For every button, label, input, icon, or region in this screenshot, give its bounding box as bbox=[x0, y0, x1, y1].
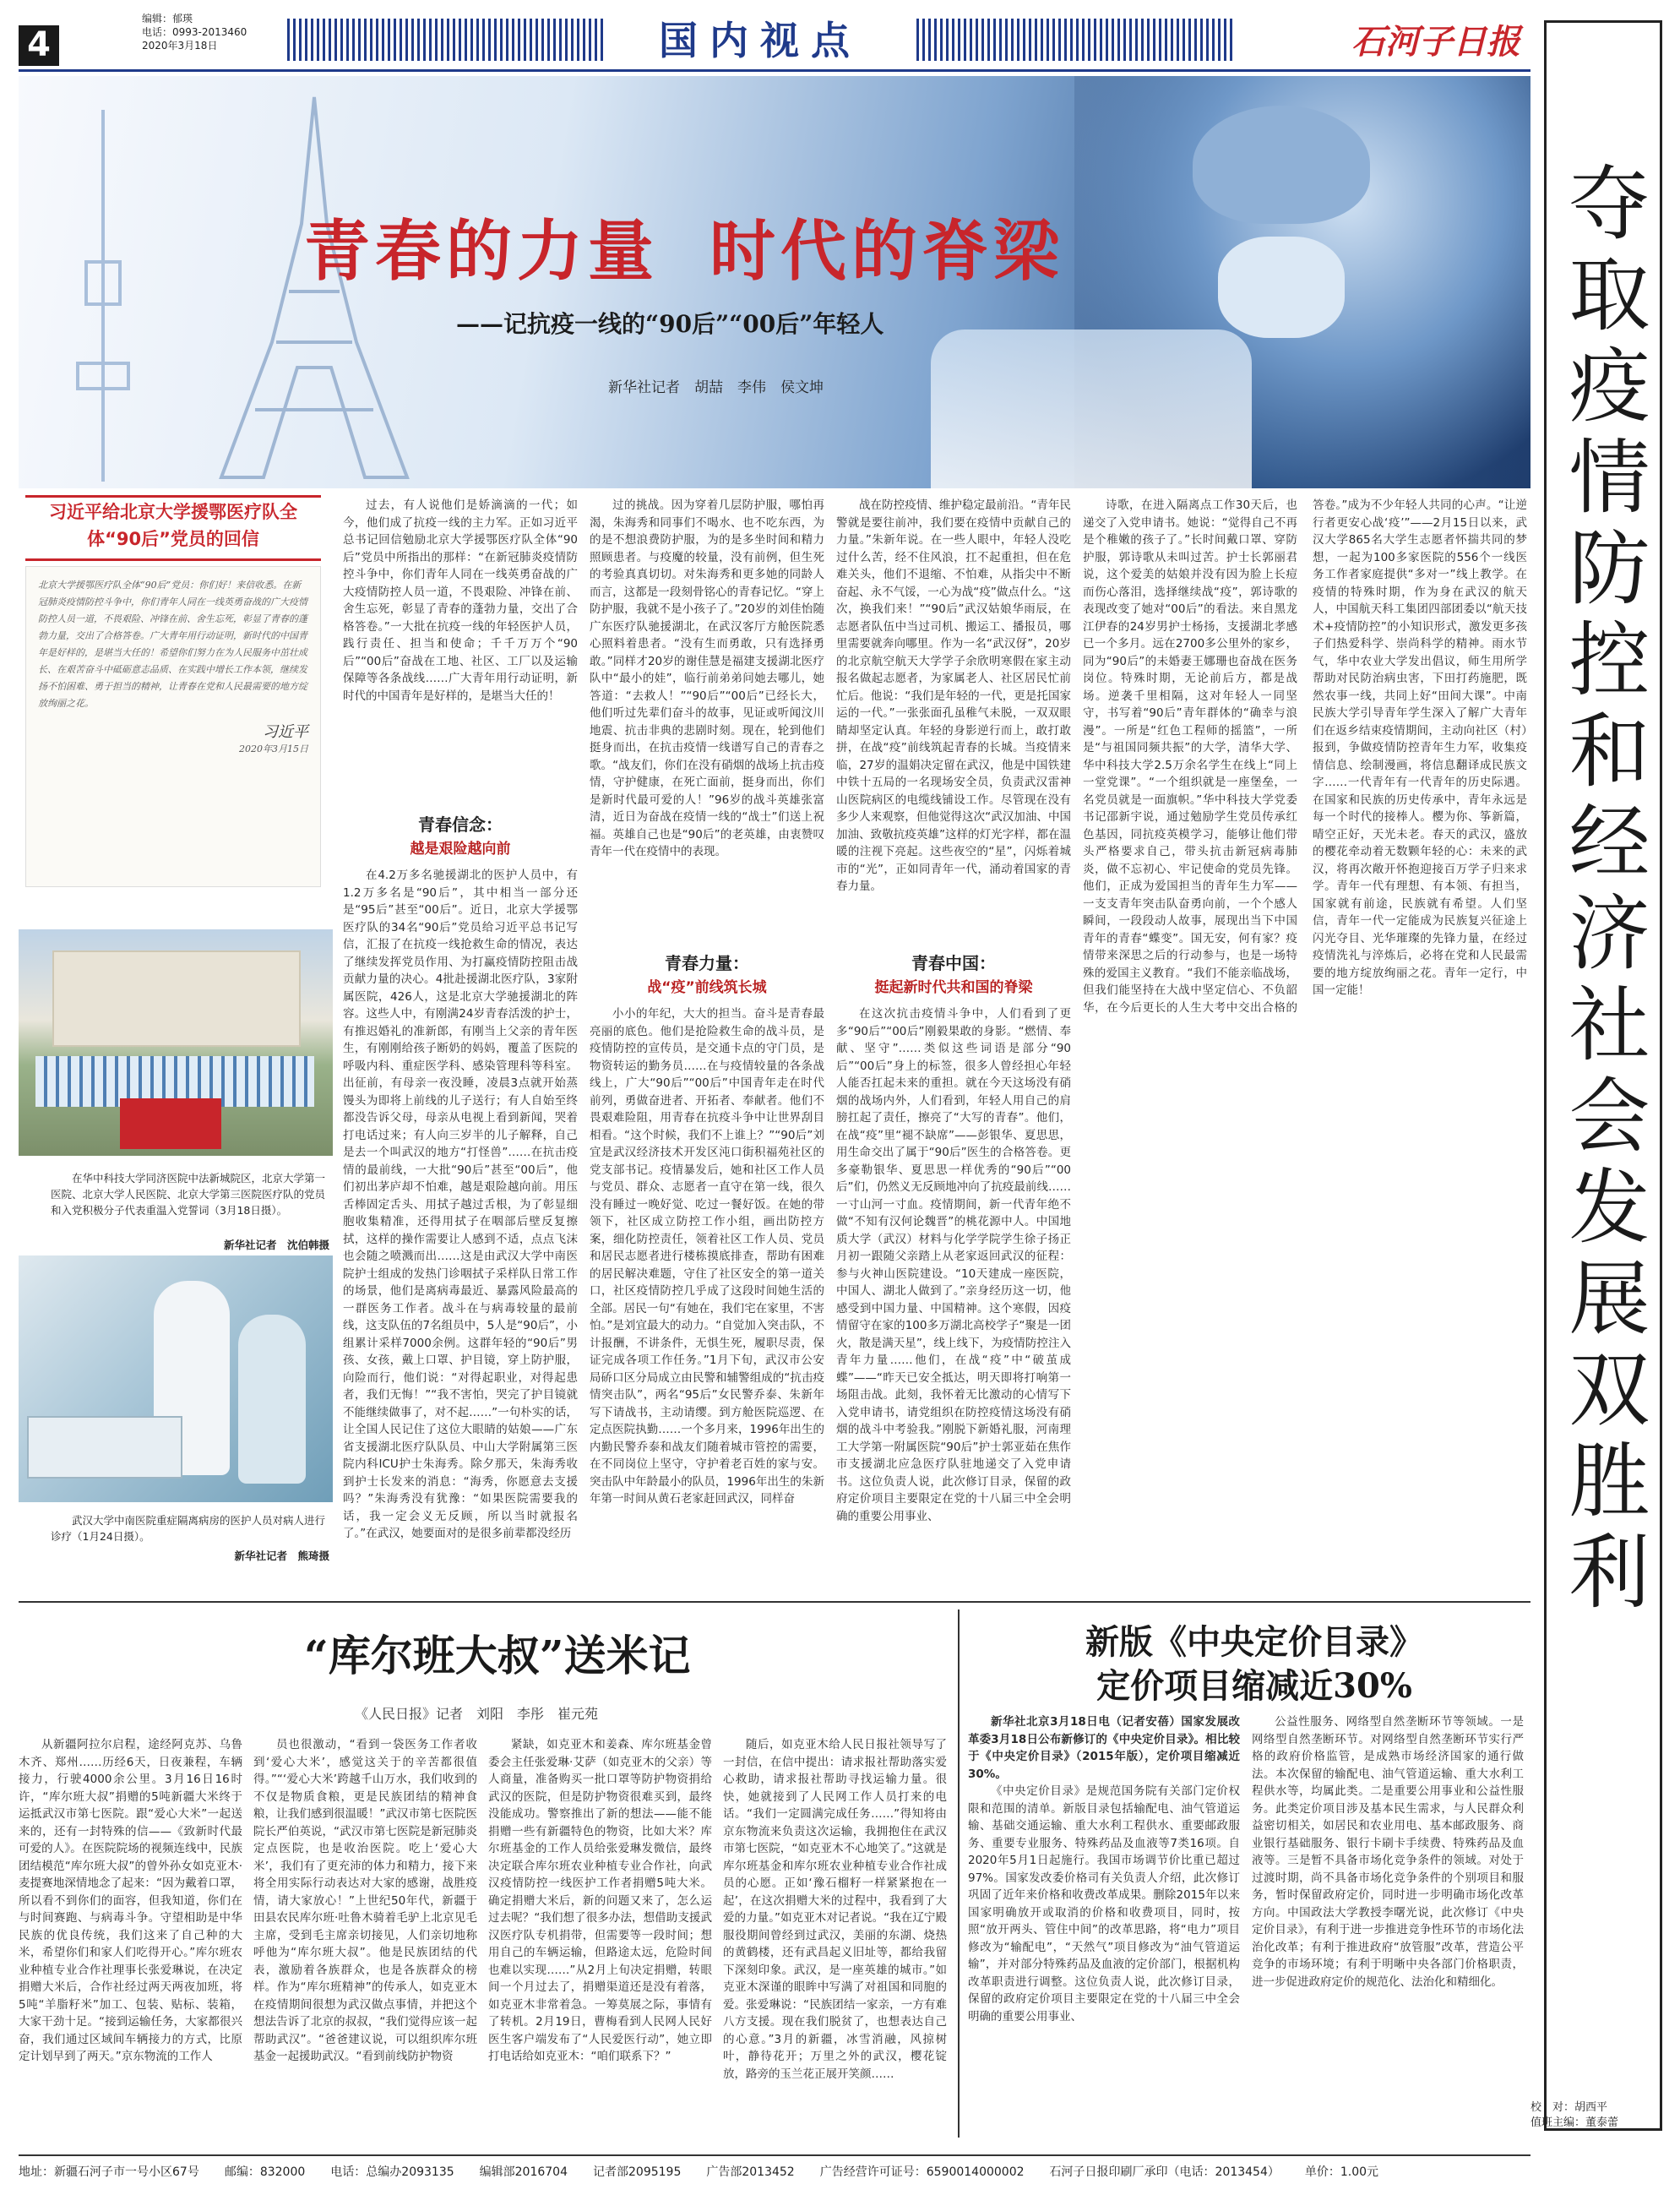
lead-col3-bottom bbox=[590, 1005, 824, 1590]
party-flag bbox=[120, 1098, 221, 1149]
section1-title: 青春信念： bbox=[418, 814, 503, 835]
price-col2-text: 公益性服务、网络型自然垄断环节等领域。一是网络型自然垄断环节。对网络型自然垄断环节实行严格的政府价格监管，是成熟市场经济国家的通行做法。本次保留的输配电、油气管道运输、重大水利工程供水等，均属此类。二是重要公用事业和公益性服务。此类定价项目涉及基本民生需求，与人民群众利益密切相关，如居民和农业用电、基本邮政服务、商业银行基础服务、银行卡刷卡手续费、特殊药品及血液等。三是暂不具备市场化竞争条件的领域。对处于过渡时期，尚不具备市场化竞争条件的个别项目和服务，暂时保留政府定价，同时进一步明确市场化改革方向。中国政法大学教授李曙光说，此次修订《中央定价目录》，有利于进一步推进竞争性环节的市场化法治化改革；有利于推进政府“放管服”改革，营造公平竞争的市场环境；有利于明晰中央各部门价格职责，进一步促进政府定价的规范化、法治化和精细化。 bbox=[1252, 1715, 1524, 1989]
section1-subtitle: 越是艰险越向前 bbox=[410, 841, 511, 858]
footer-phone-reporter: 记者部2095195 bbox=[593, 2165, 682, 2179]
editor-info bbox=[142, 12, 247, 52]
lead-col4-top bbox=[836, 497, 1071, 948]
price-col1-text: 《中央定价目录》是规范国务院有关部门定价权限和范围的清单。新版目录包括输配电、油气管道运输、基础交通运输、重大水利工程供水、重要邮政服务、重要专业服务、特殊药品及血液等7类16项。自2020年5月1日起施行。我国市场调节价比重已超过97%。国家发改委价格司有关负责人介绍，此次修订巩固了近年来价格和收费改革成果。删除2015年以来国家明确放开或取消的价格和收费项目，同时，按照“放开两头、管住中间”的改革思路，将“电力”项目修改为“输配电”，“天然气”项目修改为“油气管道运输”，并对部分特殊药品及血液的定价部门，根据机构改革职责进行调整。这位负责人说，此次修订目录，保留的政府定价项目主要限定在党的十八届三中全会明确的重要公用事业、 bbox=[968, 1784, 1240, 2023]
lead-col3-text: 过的挑战。因为穿着几层防护服，哪怕再渴，朱海秀和同事们不喝水、也不吃东西，为的是不想浪费防护服，为的是多坐时间和精力照顾患者。与疫魔的较量，没有前例，但生死的考验真真切切。对朱海秀和更多她的同龄人而言，这都是一段刻骨铭心的青春记忆。“穿上防护服，我就不是小孩子了。”20岁的刘佳怡随广东医疗队驰援湖北，在武汉客厅方舱医院悉心照料着患者。“没有生而勇敢，只有选择勇敢。”同样才20岁的谢佳慧是福建支援湖北医疗队中“最小的娃”，临行前弟弟问她去哪儿，她答道：“去救人！”“90后”“00后”已经长大，他们听过先辈们奋斗的故事，见证或听闻汶川地震、抗击非典的悲剧时刻。现在，轮到他们挺身而出，在抗击疫情一线谱写自己的青春之歌。“战友们，你们在没有硝烟的战场上抗击疫情，守护健康，在死亡面前，挺身而出，你们是新时代最可爱的人！”96岁的战斗英雄张富清，近日为奋战在疫情一线的“战士”们送上祝福。英雄自己也是“90后”的老英雄，由衷赞叹青年一代在疫情中的表现。 bbox=[590, 498, 824, 858]
tv-tower-icon bbox=[35, 110, 171, 482]
letter-date: 2020年3月15日 bbox=[239, 743, 308, 754]
editor-name: 编辑：郁瑛 bbox=[142, 13, 193, 25]
lead-title-part1: 青春的力量 bbox=[304, 213, 660, 290]
lead-col4b-text: 在这次抗击疫情斗争中，人们看到了更多“90后”“00后”刚毅果敢的身影。“燃情、奉献、坚守”……类似这些词语是部分“90后”“00后”身上的标签，很多人曾经担心年轻人能否扛起未来的重担。就在今天这场没有硝烟的战场内外，人们看到，年轻人用自己的肩膀扛起了责任，擦亮了“大写的青春”。他们，在战“疫”里“褪不缺席”——彭银华、夏思思，用生命交出了属于“90后”医生的合格答卷。更多豪勒银华、夏思思一样优秀的“90后”“00后”们，仍然义无反顾地冲向了抗疫最前线……一寸山河一寸血。疫情期间，新一代青年绝不做“不知有汉何论魏晋”的桃花源中人。中国地质大学（武汉）材料与化学学院学生徐子扬正月初一跟随父亲踏上从老家返回武汉的征程：参与火神山医院建设。“10天建成一座医院，中国人、湖北人做到了。”亲身经历这一切，他感受到中国力量、中国精神。这个寒假，因疫情留守在家的100多万湖北高校学子“聚是一团火，散是满天星”，线上线下，为疫情防控注入青年力量……他们，在战“疫”中“破茧成蝶”——“昨天已安全抵达，明天即将打响第一场阻击战。此刻，我怀着无比激动的心情写下入党申请书，请党组织在防控疫情这场没有硝烟的战斗中考验我。”刚脱下新婚礼服，河南理工大学第一附属医院“90后”护士郭亚茹在焦作市支援湖北应急医疗队驻地递交了入党申请书。这位负责人说，此次修订目录，保留的政府定价项目主要限定在党的十八届三中全会明确的重要公用事业、 bbox=[836, 1007, 1071, 1523]
photo2-caption bbox=[51, 1512, 325, 1544]
letter-title: 习近平给北京大学援鄂医疗队全体“90后”党员的回信 bbox=[49, 502, 297, 549]
lead-col3b-text: 小小的年纪，大大的担当。奋斗是青春最亮丽的底色。他们是抢险救生命的战斗员，是疫情防控的宣传员，是交通卡点的守门员，是物资转运的勤务员……在与疫情较量的各条战线上，广大“90后”“00后”中国青年走在时代前列，勇做奋进者、开拓者、奉献者。他们不畏艰难险阻，用青春在抗疫斗争中让世界刮目相看。“这个时候，我们不上谁上？”“90后”刘宜是武汉经济技术开发区沌口街积福苑社区的党支部书记。疫情暴发后，她和社区工作人员与党员、群众、志愿者一直守在第一线，很久没有睡过一晚好觉、吃过一餐好饭。在她的带领下，社区成立防控工作小组，画出防控方案，细化防控责任，领着社区工作人员、党员和居民志愿者进行楼栋摸底排查，帮助有困难的居民解决难题，守住了社区安全的第一道关口，社区疫情防控几乎成了这段时间她生活的全部。居民一句“有她在，我们宅在家里，不害怕。”是刘宜最大的动力。“自觉加入突击队，不计报酬，不讲条件，无惧生死，履职尽责，保证完成各项工作任务。”1月下旬，武汉市公安局硚口区分局成立由民警和辅警组成的“抗击疫情突击队”，两名“95后”女民警乔泰、朱新年写下请战书，主动请缨。到方舱医院巡逻、在定点医院执勤……一个多月来，1996年出生的内勤民警乔泰和战友们随着城市管控的需要，在不同岗位上坚守，守护着老百姓的家与安。突击队中年龄最小的队员，1996年出生的朱新年第一时间从黄石老家赶回武汉，同样奋 bbox=[590, 1007, 824, 1506]
paper-logo: 石河子日报 bbox=[1351, 22, 1520, 62]
hospital-building bbox=[52, 950, 301, 1047]
photo1-caption bbox=[51, 1170, 325, 1218]
photo-oath-ceremony bbox=[19, 929, 333, 1156]
price-title-line2: 定价项目缩减近30% bbox=[1096, 1666, 1412, 1706]
side-banner-text: 夺取疫情防控和经济社会发展双胜利 bbox=[1556, 161, 1650, 1620]
price-col2 bbox=[1252, 1713, 1524, 2102]
duty-editor: 值班主编：董泰蕾 bbox=[1530, 2116, 1619, 2129]
photo1-caption-text: 在华中科技大学同济医院中法新城院区，北京大学第一医院、北京大学人民医院、北京大学第三医院医疗队的党员和入党积极分子代表重温入党誓词（3月18日摄）。 bbox=[51, 1172, 326, 1217]
editor-phone: 电话：0993-2013460 bbox=[142, 26, 247, 38]
doctor-figure-2 bbox=[238, 1315, 306, 1484]
footer-rule bbox=[19, 2154, 1530, 2156]
mid-page-rule bbox=[19, 1601, 1530, 1603]
photo2-credit: 新华社记者 熊琦摄 bbox=[234, 1550, 329, 1562]
lead-col2b-text: 在4.2万多名驰援湖北的医护人员中，有1.2万多名是“90后”，其中相当一部分还是“95后”甚至“00后”。近日，北京大学援鄂医疗队的34名“90后”党员给习近平总书记写信，汇报了在抗疫一线抢救生命的情况，表达了继续发挥党员作用、为打赢疫情防控阻击战贡献力量的决心。4批赴援湖北医疗队，3家附属医院，426人，这是北京大学驰援湖北的阵容。这些人中，有刚满24岁青春活泼的护士，有推迟婚礼的准新郎，有刚当上父亲的青年医生，有刚刚给孩子断奶的妈妈，覆盖了医院的呼吸内科、重症医学科、感染管理科等科室。出征前，有母亲一夜没睡，凌晨3点就开始蒸馒头为即将上前线的儿子送行；有人自始至终都没告诉父母，母亲从电视上看到新闻，哭着打电话过来；有人向三岁半的儿子解释，自己是去一个叫武汉的地方“打怪兽”……在抗击疫情的最前线，一大批“90后”甚至“00后”，他们初出茅庐却不怕难，越是艰险越向前。用压舌棒固定舌头、用拭子越过舌根，为了彰显细胞收集精准，还得用拭子在咽部后壁反复擦拭，这样的操作需要让人感到不适，点点飞沫也会随之喷溅而出……这是由武汉大学中南医院护士组成的发热门诊咽拭子采样队日常工作的场景，他们是离病毒最近、暴露风险最高的一群医务工作者。战斗在与病毒较量的最前线，这支队伍的7名组员中，5人是“90后”，小组累计采样7000余例。这群年轻的“90后”男孩、女孩，戴上口罩、护目镜，穿上防护服，向险而行，他们说：“对得起职业，对得起患者，我们无悔！”“我不害怕，哭完了护目镜就不能继续做事了，对不起……”一句朴实的话，让全国人民记住了这位大眼睛的姑娘——广东省支援湖北医疗队队员、中山大学附属第三医院内科ICU护士朱海秀。除夕那天，朱海秀收到护士长发来的消息：“海秀，你愿意去支援吗？”朱海秀没有犹豫：“如果医院需要我的话，我一定会义无反顾，所以当时就报名了。”在武汉，她要面对的是很多前辈都没经历 bbox=[343, 869, 578, 1540]
lead-title bbox=[304, 199, 1064, 293]
nurse-cap bbox=[1193, 106, 1370, 224]
lead-col4-bottom bbox=[836, 1005, 1071, 1590]
price-lead: 新华社北京3月18日电（记者安蓓）国家发展改革委3月18日公布新修订的《中央定价目录》。相比较于《中央定价目录》（2015年版），定价项目缩减近30%。 bbox=[968, 1715, 1240, 1781]
footer-phone-edit: 编辑部2016704 bbox=[479, 2165, 568, 2179]
photo1-credit: 新华社记者 沈伯韩摄 bbox=[223, 1239, 329, 1251]
rice-title: “库尔班大叔”送米记 bbox=[304, 1631, 691, 1680]
footer-postcode: 邮编：832000 bbox=[224, 2165, 306, 2179]
footer-printer: 石河子日报印刷厂承印（电话：2013454） bbox=[1049, 2165, 1280, 2179]
section3-title: 青春中国： bbox=[911, 953, 996, 973]
rice-price-divider bbox=[958, 1609, 960, 2138]
header-stripe-right bbox=[916, 19, 1233, 61]
price-title-line1: 新版《中央定价目录》 bbox=[1085, 1622, 1423, 1662]
page-number: 4 bbox=[27, 25, 51, 64]
price-col1 bbox=[968, 1713, 1240, 2144]
lead-subtitle: ——记抗疫一线的“90后”“00后”年轻人 bbox=[456, 310, 884, 338]
letter-handwritten bbox=[25, 566, 321, 887]
lead-col2-bottom bbox=[343, 867, 578, 1590]
rice-col1 bbox=[19, 1736, 242, 2142]
lab-equipment bbox=[931, 330, 1252, 488]
rice-byline: 《人民日报》记者 刘阳 李彤 崔元苑 bbox=[355, 1706, 599, 1722]
lead-col4-text: 战在防控疫情、维护稳定最前沿。“青年民警就是要往前冲，我们要在疫情中贡献自己的力量。”朱新年说。在一些人眼中，年轻人没吃过什么苦，经不住风浪，扛不起重担，但在危难关头，他们不退缩、不怕难，从指尖中不断奋起、永不气馁，一心为战“疫”做点什么。“这次，换我们来！”“90后”武汉姑娘华雨辰，在志愿者队伍中当过司机、搬运工、播报员，哪里需要就奔向哪里。作为一名“武汉伢”，20岁的北京航空航天大学学子余欣明寒假在家主动报名做起志愿者，为家属老人、社区居民忙前忙后。他说：“我们是年轻的一代，更是托国家运的一代。”一张张面孔虽稚气未脱，一双双眼睛却坚定认真。年轻的身影逆行而上，敢打敢拼，在战“疫”前线筑起青春的长城。当疫情来临，27岁的温娟决定留在武汉，他是中国铁建中铁十五局的一名现场安全员，负责武汉雷神山医院病区的电缆线铺设工作。尽管现在没有多少人来观察，但他觉得这次“武汉加油、中国加油、致敬抗疫英雄”这样的灯光字样，都在温暖的注视下亮起。这些夜空的“星”，闪烁着城市的“光”，正如同青年一代，涌动着国家的青春力量。 bbox=[836, 498, 1071, 893]
footer bbox=[19, 2163, 1530, 2180]
issue-date: 2020年3月18日 bbox=[142, 40, 218, 52]
footer-phone-ad: 广告部2013452 bbox=[706, 2165, 795, 2179]
header-stripe-left bbox=[287, 19, 604, 61]
nurse-mask bbox=[1218, 237, 1345, 338]
lead-title-part2: 时代的脊梁 bbox=[710, 213, 1065, 290]
lead-col5-text: 诗歌，在进入隔离点工作30天后，也递交了入党申请书。她说：“觉得自己不再是个稚嫩的孩子了。”长时间戴口罩、穿防护服，郭诗歌从未叫过苦。护士长郭丽君说，这个爱美的姑娘并没有因为脸上长痘而伤心落泪，选择继续战“疫”，郭诗歌的表现改变了她对“00后”的看法。来自黑龙江伊春的24岁男护士杨扬，支援湖北孝感已一个多月。远在2700多公里外的家乡，同为“90后”的未婚妻王娜珊也奋战在医务岗位。特殊时期，无论前后方，都是战场。逆袭千里相隔，这对年轻人一同坚守，书写着“90后”青年群体的“确幸与浪漫”。一所是“红色工程师的摇篮”，一所是“与祖国同频共振”的大学，清华大学、华中科技大学2.5万余名学生在线上“同上一堂党课”。“一个组织就是一座堡垒，一名党员就是一面旗帜。”华中科技大学党委书记邵新宇说，通过勉励学生党员传承红色基因，同抗疫英模学习，能够让他们带头严格要求自己，带头抗击新冠病毒肺炎，做不忘初心、牢记使命的党员先锋。他们，正成为爱国担当的青年生力军——一支支青年突击队奋勇向前，一个个感人瞬间，一段段动人故事，展现出当下中国青年的青春“蝶变”。国无安，何有家？疫情带来深思之后的行动参与，也是一场特殊的爱国主义教育。“我们不能亲临战场，但我们能坚持在大战中坚定信心、不负韶华，在今后更长的人生大考中交出合格的答卷。”成为不少年轻人共同的心声。“让逆行者更安心战‘疫’”——2月15日以来，武汉大学865名大学生志愿者怀揣共同的梦想，一起为100多家医院的556个一线医务工作者家庭提供“多对一”线上教学。在疫情的特殊时期，作为身在武汉的航天人，中国航天科工集团四部团委以“航天技术+疫情防控”的小知识形式，激发更多孩子们热爱科学、崇尚科学的精神。雨水节气，华中农业大学发出倡议，师生用所学帮助对民防治病虫害，下田打药施肥，既然农事一线，共同上好“田间大课”。中南民族大学引导青年学生深入了解广大青年们在返乡结束疫情期间，主动向社区（村）报到，争做疫情防控青年生力军，收集疫情信息、绘制漫画，将信息翻译成民族文字……一代青年有一代青年的历史际遇。在国家和民族的历史传承中，青年永远是每一个时代的接棒人。樱为你、筝新篇，晴空正好，天光未老。春天的武汉，盛放的樱花牵动着无数颗年轻的心：未来的武汉，将再次敞开怀抱迎接百万学子归来求学。青年一代有理想、有本领、有担当，国家就有前途，民族就有希望。人们坚信，青年一代一定能成为民族复兴征途上闪光夺目、光华璀璨的先锋力量，在经过疫情洗礼与淬炼后，必将在党和人民最需要的地方绽放绚丽之花。青年一定行，中国一定能！ bbox=[1083, 498, 1527, 1015]
proofreader: 校 对：胡西平 bbox=[1530, 2101, 1608, 2114]
letter-signature: 习近平 bbox=[263, 723, 308, 741]
section2-subtitle: 战“疫”前线筑长城 bbox=[647, 979, 767, 996]
rice-col2 bbox=[253, 1736, 477, 2142]
section2-title: 青春力量： bbox=[665, 953, 749, 973]
rice-col4 bbox=[723, 1736, 947, 2142]
photo-icu-ward bbox=[19, 1255, 333, 1502]
masthead-rule bbox=[19, 69, 1530, 72]
photo2-caption-text: 武汉大学中南医院重症隔离病房的医护人员对病人进行诊疗（1月24日摄）。 bbox=[51, 1514, 326, 1543]
lead-col3-top bbox=[590, 497, 824, 1088]
lead-col2-top bbox=[343, 497, 578, 803]
footer-price: 单价：1.00元 bbox=[1304, 2165, 1379, 2179]
footer-ad-license: 广告经营许可证号：6590014000002 bbox=[819, 2165, 1025, 2179]
lead-col5 bbox=[1083, 497, 1527, 1590]
lead-byline: 新华社记者 胡喆 李伟 侯文坤 bbox=[608, 379, 824, 396]
rice-col4-text: 随后，如克亚木给人民日报社领导写了一封信，在信中提出：请求报社帮助落实爱心救助，请求报社帮助寻找运输力量。很快，她就接到了人民网工作人员打来的电话。“我们一定圆满完成任务……”得知将由京东物流来负责这次运输，我拥抱住在武汉市第七医院，“如克亚木不心地笑了。”这就是库尔班基金和库尔班农业种植专业合作社成员的心愿。正如‘豫石榴籽一样紧紧抱在一起’，在这次捐赠大米的过程中，我看到了大爱的力量。”如克亚木对记者说。“我在辽宁殿服役期间曾经到过武汉，美丽的东湖、烧热的黄鹤楼，还有武昌起义旧址等，都给我留下深刻印象。武汉，是一座英雄的城市。”如克亚木深谨的眼眸中写满了对祖国和同胞的爱。张爱琳说：“民族团结一家亲，一方有难八方支援。现在我们脱贫了，也想表达自己的心意。”3月的新疆，冰雪消融，风掠树叶，静待花开；万里之外的武汉，樱花锭放，路旁的玉兰花正展开笑颜…… bbox=[723, 1738, 947, 2081]
proofing-info bbox=[1530, 2100, 1674, 2131]
letter-body: 北京大学援鄂医疗队全体“90后”党员：你们好！来信收悉。在新冠肺炎疫情防控斗争中，你们青年人同在一线英勇奋战的广大疫情防控人员一道，不畏艰险、冲锋在前、舍生忘死，彰显了青春的蓬勃力量，交出了合格答卷。广大青年用行动证明，新时代的中国青年是好样的，是堪当大任的！希望你们努力在为人民服务中茁壮成长、在艰苦奋斗中砥砺意志品质、在实践中增长工作本领，继续发扬不怕困难、勇于担当的精神，让青春在党和人民最需要的地方绽放绚丽之花。 bbox=[38, 580, 307, 709]
footer-address: 地址：新疆石河子市一号小区67号 bbox=[19, 2165, 199, 2179]
rice-col1-text: 从新疆阿拉尔启程，途经阿克苏、乌鲁木齐、郑州……历经6天，日夜兼程，车辆接力，行驶4000余公里。3月16日16时许，“库尔班大叔”捐赠的5吨新疆大米终于运抵武汉市第七医院。跟“爱心大米”一起送来的，还有一封特殊的信——《致新时代最可爱的人》。在医院院场的视频连线中，民族团结模范“库尔班大叔”的曾外孙女如克亚木·麦提赛地深情地念了起来：“因为戴着口罩，所以看不到你们的面容，但我知道，你们在与时间赛跑、与病毒斗争。守望相助是中华民族的优良传统，我们这来了自己种的大米，希望你们和家人们吃得开心。”库尔班农业种植专业合作社理事长张爱琳说，在决定捐赠大米后，合作社经过两天两夜加班，将5吨“羊脂籽米”加工、包装、贴标、装箱，大家干劲十足。“接到运输任务，大家都很兴奋，我们通过区域间车辆接力的方式，比原定计划早到了两天。”京东物流的工作人 bbox=[19, 1738, 242, 2063]
section3-subtitle: 挺起新时代共和国的脊梁 bbox=[874, 979, 1033, 996]
section-title: 国内视点 bbox=[659, 18, 862, 63]
footer-phone-chief: 电话：总编办2093135 bbox=[330, 2165, 454, 2179]
lead-col2-text: 过去，有人说他们是娇滴滴的一代；如今，他们成了抗疫一线的主力军。正如习近平总书记回信勉励北京大学援鄂医疗队全体“90后”党员中所指出的那样：“在新冠肺炎疫情防控斗争中，你们青年人同在一线英勇奋战的广大疫情防控人员一道，不畏艰险、冲锋在前、舍生忘死，彰显了青春的蓬勃力量，交出了合格答卷。”一大批在抗疫一线的年轻医护人员，践行责任、担当和使命；千千万万个“90后”“00后”奋战在工地、社区、工厂以及运输保障等各条战线……广大青年用行动证明，新时代的中国青年是好样的，是堪当大任的！ bbox=[343, 498, 578, 703]
rice-col3 bbox=[488, 1736, 712, 2142]
rice-col3-text: 紧缺，如克亚木和姜森、库尔班基金曾委会主任张爱琳·艾萨（如克亚木的父亲）等人商量，准备购买一批口罩等防护物资捐给武汉的医院，但是防护物资很难买到，最终没能成功。警察推出了新的想法——能不能捐赠一些有新疆特色的物资，比如大米？库尔班基金的工作人员给张爱琳发微信，最终决定联合库尔班农业种植专业合作社，向武汉疫情防控一线医护工作者捐赠5吨大米。确定捐赠大米后，新的问题又来了，怎么运过去呢？“我们想了很多办法，想借助支援武汉医疗队专机捐带，但需要等一段时间；想用自己的车辆运输，但路途太远，危险时间也难以实现……”从2月上旬决定捐赠，转眼间一个月过去了，捐赠渠道还是没有着落，如克亚木非常着急。一筹莫展之际，事情有了转机。2月19日，曹梅看到人民网人民好医生客户端发布了“人民爱医行动”，她立即打电话给如克亚木：“咱们联系下？” bbox=[488, 1738, 712, 2063]
hospital-bed bbox=[27, 1416, 182, 1479]
rice-col2-text: 员也很激动，“看到一袋医务工作者收到‘爱心大米’，感觉这关于的辛苦都很值得。”“‘爱心大米’跨越千山万水，我们收到的不仅是物质食粮，更是民族团结的精神食粮，让我们感到很温暖！”武汉市第七医院医院长严伯英说，“武汉市第七医院是新冠肺炎定点医院，也是收治医院。吃上‘爱心大米’，我们有了更充沛的体力和精力，接下来将全用实际行动表达对大家的感谢，战胜疫情，请大家放心！”上世纪50年代，新疆于田县农民库尔班·吐鲁木骑着毛驴上北京见毛主席，受到毛主席亲切接见，人们亲切地称呼他为“库尔班大叔”。他是民族团结的代表，激励着各族群众，也是各族群众的榜样。作为“库尔班精神”的传承人，如克亚木在疫情期间很想为武汉做点事情，并把这个想法告诉了北京的叔叔，“我们觉得应该一起帮助武汉”。“爸爸建议说，可以组织库尔班基金一起援助武汉。“看到前线防护物资 bbox=[253, 1738, 477, 2063]
